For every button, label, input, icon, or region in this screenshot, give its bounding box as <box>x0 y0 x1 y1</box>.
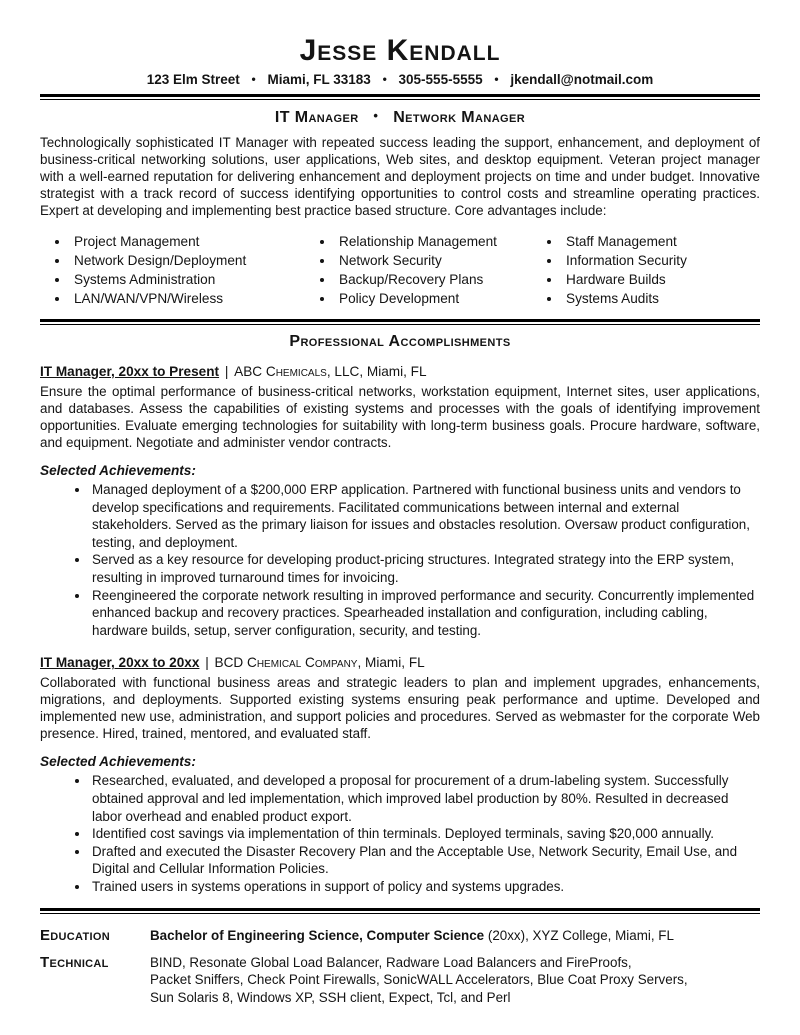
core-advantages-column-1 <box>40 232 305 308</box>
bullet-separator: • <box>251 72 256 86</box>
achievements-label: Selected Achievements: <box>40 754 196 770</box>
education-details: (20xx), XYZ College, Miami, FL <box>487 927 674 943</box>
pipe-separator: | <box>205 655 209 671</box>
job-location: Miami, FL <box>366 364 427 379</box>
core-advantages <box>40 232 760 308</box>
header-divider-rule <box>40 94 760 100</box>
summary-paragraph: Technologically sophisticated IT Manager with repeated success leading the support, enhancement, and deployment of business-critical networking solutions, user applications, Web sites, and desktop equipment. Veteran project manager with a well-earned reputation for delivering enhancement and deployment projects on time and under budget. Innovative strategist with a track record of success identifying opportunities to control costs and streamline operating practices. Expert at developing and implementing best practice based structure. Core advantages include: <box>40 135 760 218</box>
job-title: IT Manager, 20xx to Present <box>40 364 220 379</box>
achievements-list <box>40 772 760 895</box>
technical-line: Packet Sniffers, Check Point Firewalls, SonicWALL Accelerators, Blue Coat Proxy Servers, <box>150 972 688 988</box>
core-advantages-column-2 <box>305 232 532 308</box>
list-item: • Hardware Builds <box>562 270 760 289</box>
list-item: • Network Design/Deployment <box>70 251 305 270</box>
bullet-separator: • <box>382 72 387 86</box>
achievement-item: • Identified cost savings via implementation of thin terminals. Deployed terminals, saving $20,000 annually. <box>90 825 760 843</box>
achievement-item: • Served as a key resource for developing product-pricing structures. Integrated strategy into the ERP system, resulting in improved turnaround times for invoicing. <box>90 551 760 586</box>
technical-line: Sun Solaris 8, Windows XP, SSH client, Expect, Tcl, and Perl <box>150 989 511 1005</box>
job-company: BCD Chemical Company, <box>214 655 362 671</box>
section-title-professional-accomplishments: Professional Accomplishments <box>289 333 511 350</box>
list-item: • Staff Management <box>562 232 760 251</box>
technical-label: Technical <box>40 953 109 971</box>
job-description: Ensure the optimal performance of business-critical networks, workstation equipment, Internet sites, user applications, and databases. Assess the capabilities of existing systems and processes with the goals of identifying improvement opportunities. Evaluate emerging technologies for suitability with long-term business goals. Procure hardware, software, and equipment. Negotiate and administer vendor contracts. <box>40 384 760 450</box>
list-item: • Network Security <box>335 251 532 270</box>
candidate-name: Jesse Kendall <box>299 34 501 67</box>
footer-divider-rule <box>40 908 760 914</box>
pipe-separator: | <box>224 364 229 379</box>
achievement-item: • Drafted and executed the Disaster Recovery Plan and the Acceptable Use, Network Security, Email Use, and Digital and Cellular Information Policies. <box>90 843 760 878</box>
education-degree: Bachelor of Engineering Science, Computer Science <box>150 927 485 943</box>
achievement-item: • Reengineered the corporate network resulting in improved performance and security. Concurrently implemented enhanced backup and recovery practices. Spearheaded installation and configuration, including cabling, hardware builds, setup, server configuration, security, and testing. <box>90 587 760 640</box>
achievements-list <box>40 481 760 639</box>
job-title: IT Manager, 20xx to 20xx <box>40 655 200 671</box>
list-item: • Relationship Management <box>335 232 532 251</box>
list-item: • Backup/Recovery Plans <box>335 270 532 289</box>
achievement-item: • Managed deployment of a $200,000 ERP application. Partnered with functional business units and vendors to develop specifications and requirements. Facilitated communications between internal and external stakeholders. Served as the primary liaison for issues and obstacles resolution. Oversaw product configuration, testing, and deployment. <box>90 481 760 551</box>
list-item: • Information Security <box>562 251 760 270</box>
contact-city: Miami, FL 33183 <box>267 72 371 87</box>
education-value <box>150 927 760 945</box>
bullet-separator: • <box>373 108 379 123</box>
bullet-separator: • <box>494 72 499 86</box>
job-heading <box>40 654 760 672</box>
job-company: ABC Chemicals, LLC, <box>234 364 364 379</box>
headline-role-it-manager: IT Manager <box>274 109 359 126</box>
list-item: • Systems Administration <box>70 270 305 289</box>
headline <box>40 108 760 128</box>
education-row <box>40 927 760 945</box>
section-divider-rule <box>40 319 760 325</box>
education-label: Education <box>40 926 110 944</box>
achievement-item: • Researched, evaluated, and developed a proposal for procurement of a drum-labeling system. Successfully obtained approval and led implementation, which improved label production by 80%. Resulted in decreased labor overhead and enabled product export. <box>90 772 760 825</box>
job-heading <box>40 363 760 381</box>
list-item: • Policy Development <box>335 289 532 308</box>
achievements-label: Selected Achievements: <box>40 463 196 478</box>
contact-line <box>40 71 760 89</box>
contact-email: jkendall@notmail.com <box>510 72 654 87</box>
job-description: Collaborated with functional business areas and strategic leaders to plan and implement upgrades, enhancements, migrations, and deployments. Supported existing systems ensuring peak performance and uptime. Developed and implemented new use, administration, and support policies and procedures. Served as webmaster for the corporate Web presence. Hired, trained, mentored, and evaluated staff. <box>40 675 760 742</box>
list-item: • LAN/WAN/VPN/Wireless <box>70 289 305 308</box>
contact-address: 123 Elm Street <box>146 72 240 87</box>
technical-row <box>40 954 760 1007</box>
list-item: • Systems Audits <box>562 289 760 308</box>
achievement-item: • Trained users in systems operations in support of policy and systems upgrades. <box>90 878 760 896</box>
core-advantages-column-3 <box>532 232 760 308</box>
technical-line: BIND, Resonate Global Load Balancer, Radware Load Balancers and FireProofs, <box>150 954 632 970</box>
list-item: • Project Management <box>70 232 305 251</box>
job-location: Miami, FL <box>365 655 425 671</box>
technical-value <box>150 954 760 1007</box>
contact-phone: 305-555-5555 <box>398 72 483 87</box>
headline-role-network-manager: Network Manager <box>393 109 526 126</box>
